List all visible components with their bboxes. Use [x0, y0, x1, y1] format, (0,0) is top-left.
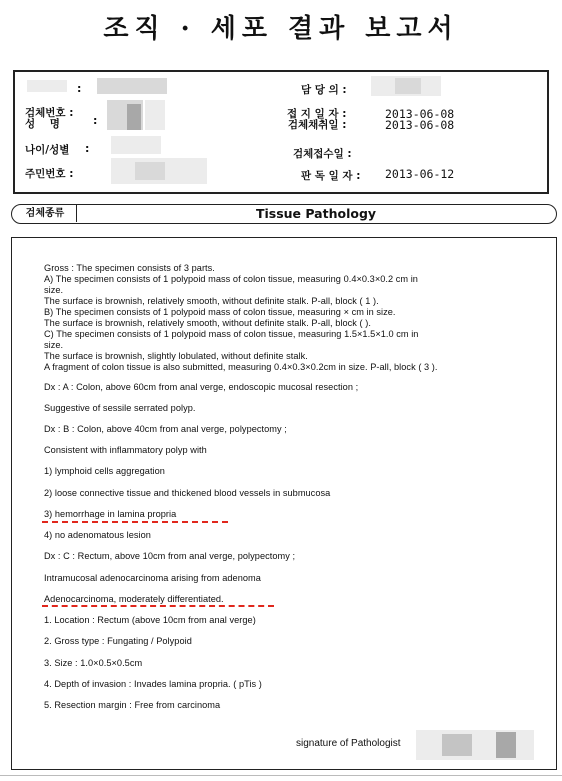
doctor-label: 담 당 의 : [301, 84, 347, 96]
dx-line-highlighted: 3) hemorrhage in lamina propria [44, 509, 177, 519]
dx-line: Dx : B : Colon, above 40cm from anal verge, polypectomy ; [44, 424, 287, 434]
dx-line: 2) loose connective tissue and thickened blood vessels in submucosa [44, 488, 331, 498]
field-colon: : [77, 82, 82, 95]
dx-line: 5. Resection margin : Free from carcinoma [44, 700, 221, 710]
patient-info-box [13, 70, 549, 194]
redacted-value [395, 78, 421, 94]
dx-line: 4. Depth of invasion : Invades lamina propria. ( pTis ) [44, 679, 262, 689]
dx-line: 1. Location : Rectum (above 10cm from anal verge) [44, 615, 256, 625]
gross-line: size. [44, 340, 64, 350]
specimen-type-bar [11, 204, 557, 224]
gross-line: B) The specimen consists of 1 polypoid mass of colon tissue, measuring × cm in size. [44, 307, 396, 317]
signature-redacted [496, 732, 516, 758]
page-title: 조직 · 세포 결과 보고서 [103, 14, 459, 44]
redacted-label [27, 80, 67, 92]
dx-line: 2. Gross type : Fungating / Polypoid [44, 636, 192, 646]
gross-line: C) The specimen consists of 1 polypoid mass of colon tissue, measuring 1.5×1.5×1.0 cm in [44, 329, 419, 339]
page-footer [0, 772, 562, 781]
collection-date-value: 2013-06-08 2013-06-08 [385, 107, 455, 132]
redacted-value [127, 104, 141, 130]
field-colon: : [85, 142, 90, 155]
specimen-number-name-label: 검체번호 : 성 명 [25, 107, 74, 130]
signature-redacted [442, 734, 472, 756]
dx-line: Intramucosal adenocarcinoma arising from adenoma [44, 573, 261, 583]
specimen-type-label: 검체종류 [14, 205, 77, 222]
gross-line: size. [44, 285, 64, 295]
gross-line: The surface is brownish, slightly lobulated, without definite stalk. [44, 351, 308, 361]
redacted-value [111, 136, 161, 154]
gross-line: A) The specimen consists of 1 polypoid mass of colon tissue, measuring 0.4×0.3×0.2 cm in [44, 274, 418, 284]
received-date-label: 검체접수일 : [293, 148, 352, 160]
collection-date-label: 접 지 일 자 : 검체채취일 : [287, 108, 347, 131]
signature-label: signature of Pathologist [296, 738, 401, 749]
dx-line-highlighted: Adenocarcinoma, moderately differentiated. [44, 594, 224, 604]
reading-date-value: 2013-06-12 [385, 167, 455, 181]
field-colon: : [93, 114, 98, 127]
reading-date-label: 판 독 일 자 : [301, 170, 361, 182]
dx-line: Dx : C : Rectum, above 10cm from anal verge, polypectomy ; [44, 551, 296, 561]
redacted-value [145, 100, 165, 130]
redacted-value [135, 162, 165, 180]
gross-line: The surface is brownish, relatively smooth, without definite stalk. P-all, block ( ). [44, 318, 371, 328]
footer-divider [0, 775, 562, 776]
dx-line: Dx : A : Colon, above 60cm from anal verge, endoscopic mucosal resection ; [44, 382, 359, 392]
resident-number-label: 주민번호 : [25, 168, 74, 180]
dx-line: 1) lymphoid cells aggregation [44, 466, 165, 476]
redacted-value [97, 78, 167, 94]
age-sex-label: 나이/성별 [25, 144, 70, 156]
gross-line: Gross : The specimen consists of 3 parts. [44, 263, 215, 273]
dx-line: Consistent with inflammatory polyp with [44, 445, 207, 455]
specimen-type-value: Tissue Pathology [255, 206, 377, 221]
dx-line: Suggestive of sessile serrated polyp. [44, 403, 196, 413]
gross-line: The surface is brownish, relatively smooth, without definite stalk. P-all, block ( 1 ). [44, 296, 379, 306]
dx-line: 4) no adenomatous lesion [44, 530, 151, 540]
red-dashed-underline [42, 521, 228, 523]
red-dashed-underline [42, 605, 274, 607]
report-body [11, 237, 557, 770]
dx-line: 3. Size : 1.0×0.5×0.5cm [44, 658, 143, 668]
signature-redacted [416, 730, 534, 760]
gross-line: A fragment of colon tissue is also submitted, measuring 0.4×0.3×0.2cm in size. P-all, block ( 3 ). [44, 362, 438, 372]
